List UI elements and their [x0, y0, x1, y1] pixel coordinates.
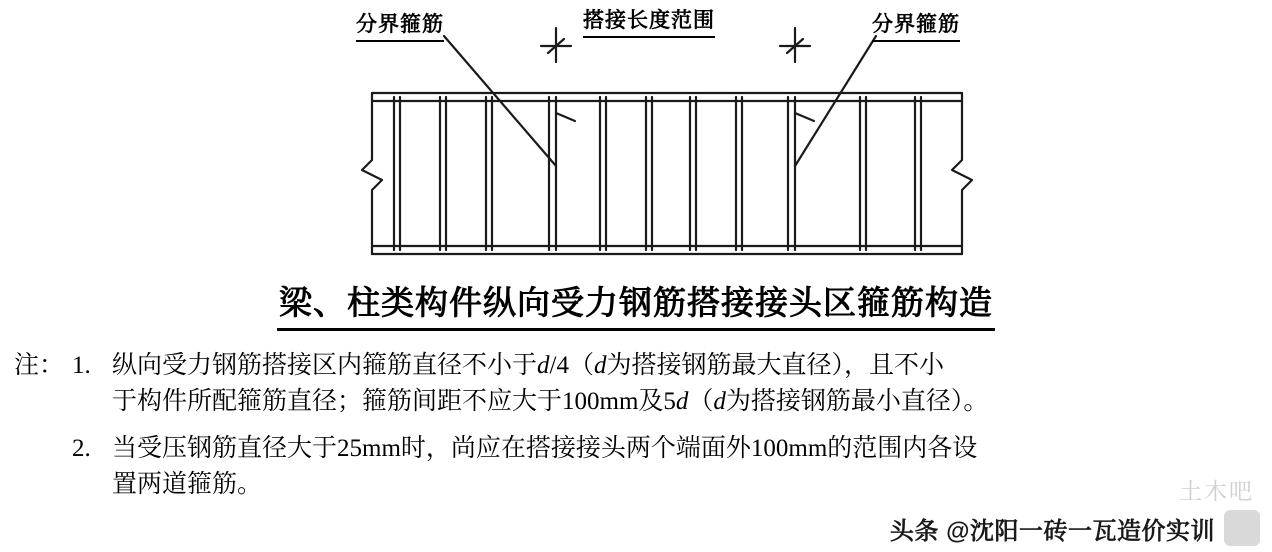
- note1-line2-a: 于构件所配箍筋直径；箍筋间距不应大于100mm及5: [112, 388, 676, 416]
- note1-line2-c: 为搭接钢筋最小直径）。: [725, 388, 989, 416]
- note1-line1-italic-d2: d: [593, 352, 607, 379]
- note1-line1-b: /4（: [549, 352, 594, 379]
- notes-block: [0, 348, 1272, 503]
- label-left-boundary-stirrup: 分界箍筋: [356, 8, 444, 42]
- rebar-lap-splice-drawing: [0, 0, 1272, 275]
- note1-line2: [112, 384, 1264, 420]
- note1-line1-c: 为搭接钢筋最大直径），且不小: [606, 352, 944, 379]
- brand-bar: [890, 510, 1260, 546]
- right-boundary-hook: [795, 113, 814, 121]
- watermark-text: 土木吧: [1179, 478, 1254, 504]
- note-number-1: 1.: [72, 352, 91, 379]
- note2-line1: 当受压钢筋直径大于25mm时，尚应在搭接接头两个端面外100mm的范围内各设: [112, 434, 978, 462]
- note1-line1-a: 纵向受力钢筋搭接区内箍筋直径不小于: [112, 352, 538, 379]
- label-right-boundary-stirrup: 分界箍筋: [872, 8, 960, 42]
- figure-title: [0, 277, 1272, 331]
- note2-line2: 置两道箍筋。: [112, 470, 263, 498]
- note1-line1-italic-d1: d: [537, 352, 550, 379]
- note-body-2: [112, 431, 1272, 504]
- note1-line2-italic-d1: d: [675, 388, 689, 416]
- left-break-line: [362, 93, 382, 254]
- left-boundary-hook: [556, 113, 575, 121]
- notes-label: 注：: [14, 352, 65, 379]
- note-item-1: [0, 348, 1272, 421]
- note-item-2: [0, 431, 1272, 504]
- stirrup-group: [394, 97, 921, 250]
- brand-logo-icon: [1224, 510, 1260, 546]
- note-number-2: 2.: [72, 434, 91, 462]
- brand-text: 头条 @沈阳一砖一瓦造价实训: [889, 517, 1215, 545]
- figure-title-text: 梁、柱类构件纵向受力钢筋搭接接头区箍筋构造: [277, 277, 995, 331]
- right-break-line: [952, 93, 972, 254]
- label-lap-length-range: 搭接长度范围: [583, 4, 715, 38]
- note1-line2-italic-d2: d: [713, 388, 726, 416]
- note1-line2-b: （: [688, 388, 714, 416]
- note-body-1: [112, 348, 1272, 421]
